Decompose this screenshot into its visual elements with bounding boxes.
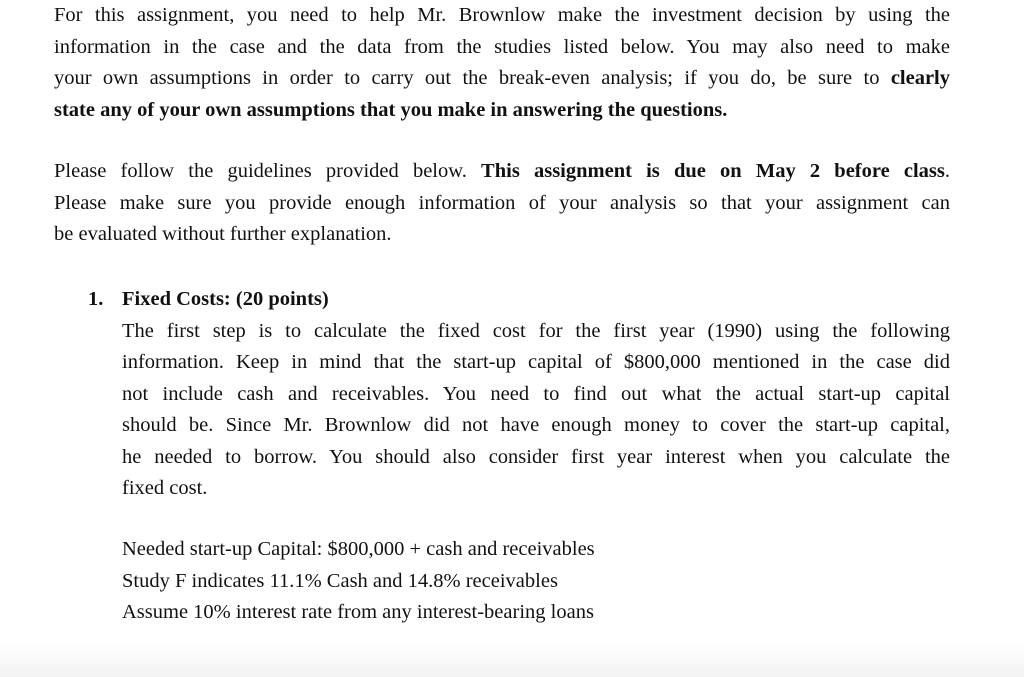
guidelines-line-3: be evaluated without further explanation. bbox=[54, 223, 392, 245]
assumption-notes bbox=[122, 534, 595, 629]
section-line: fixed cost. bbox=[122, 477, 208, 499]
section-line: information. Keep in mind that the start-up capital of $800,000 mentioned in the case did bbox=[122, 351, 950, 373]
intro-bold-word: clearly bbox=[890, 67, 951, 89]
guidelines-paragraph bbox=[54, 156, 950, 251]
section-line: The first step is to calculate the fixed cost for the first year (1990) using the following bbox=[122, 319, 950, 342]
guidelines-line-1 bbox=[54, 156, 950, 188]
intro-line: information in the case and the data from the studies listed below. You may also need to make bbox=[54, 35, 950, 58]
intro-line: For this assignment, you need to help Mr. Brownlow make the investment decision by using the bbox=[54, 4, 950, 26]
section-number: 1. bbox=[88, 288, 104, 310]
guidelines-period: . bbox=[944, 160, 951, 182]
section-title: Fixed Costs: (20 points) bbox=[122, 288, 329, 310]
guidelines-line-2: Please make sure you provide enough information of your analysis so that your assignment can bbox=[54, 191, 950, 214]
guidelines-plain-text: Please follow the guidelines provided below. bbox=[54, 160, 467, 182]
intro-line-with-bold bbox=[54, 63, 950, 95]
page-bottom-shadow bbox=[0, 640, 1024, 677]
due-date-notice: This assignment is due on May 2 before class bbox=[481, 160, 945, 182]
note-line: Needed start-up Capital: $800,000 + cash and receivables bbox=[122, 538, 595, 560]
note-line: Assume 10% interest rate from any interest-bearing loans bbox=[122, 601, 594, 623]
section-line: should be. Since Mr. Brownlow did not have enough money to cover the start-up capital, bbox=[122, 414, 950, 436]
section-heading bbox=[88, 284, 950, 316]
section-line: not include cash and receivables. You need to find out what the actual start-up capital bbox=[122, 382, 950, 405]
intro-line-text: your own assumptions in order to carry out the break-even analysis; if you do, be sure to bbox=[54, 67, 880, 89]
note-line: Study F indicates 11.1% Cash and 14.8% receivables bbox=[122, 569, 558, 592]
section-fixed-costs bbox=[88, 284, 950, 505]
intro-bold-line: state any of your own assumptions that you make in answering the questions. bbox=[54, 98, 728, 121]
intro-paragraph bbox=[54, 0, 950, 126]
section-line: he needed to borrow. You should also consider first year interest when you calculate the bbox=[122, 445, 950, 468]
section-body bbox=[122, 316, 950, 505]
